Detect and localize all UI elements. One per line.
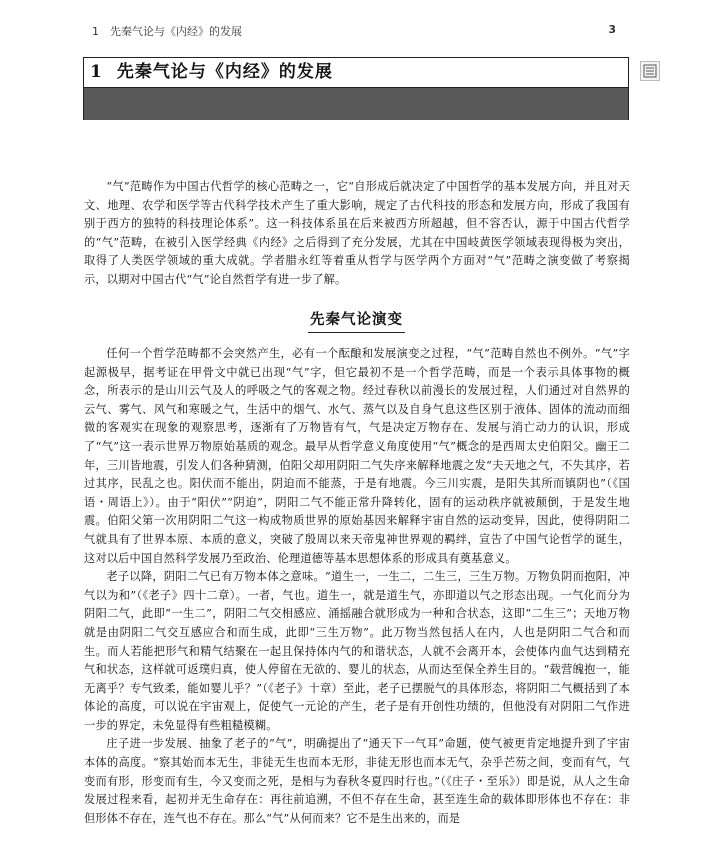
chapter-title-band xyxy=(84,88,628,120)
chapter-title-bar xyxy=(84,58,628,88)
body-paragraph: 庄子进一步发展、抽象了老子的“气”，明确提出了“通天下一气耳”命题，使气被更肯定地提升到了宇宙本体的高度。“察其始而本无生，非徒无生也而本无形，非徒无形也而本无气，杂乎芒芴之间，变而有气，气变而有形，形变而有生，今又变而之死，是相与为春秋冬夏四时行也。”（《庄子・至乐》）即是说，从人之生命发展过程来看，起初并无生命存在：再往前追溯，不但不存在生命，甚至连生命的载体即形体也不存在：非但形体不存在，连气也不存在。那么“气”从何而来？它不是生出来的，而是 xyxy=(84,737,630,825)
intro-paragraph: “气”范畴作为中国古代哲学的核心范畴之一，它“自形成后就决定了中国哲学的基本发展方向，并且对天文、地理、农学和医学等古代科学技术产生了重大影响，规定了古代科技的形态和发展方向，形成了我国有别于西方的独特的科技理论体系”。这一科技体系虽在后来被西方所超越，但不容否认，源于中国古代哲学的“气”范畴，在被引入医学经典《内经》之后得到了充分发展，尤其在中国岐黄医学领域表现得极为突出，取得了人类医学领域的重大成就。学者腊永红等着重从哲学与医学两个方面对“气”范畴之演变做了考察揭示，以期对中国古代“气”论自然哲学有进一步了解。 xyxy=(84,180,630,286)
chapter-title-box xyxy=(83,57,629,120)
chapter-number: 1 xyxy=(90,62,103,82)
intro-text xyxy=(84,178,630,290)
reader-mode-icon[interactable] xyxy=(640,61,660,81)
section-heading xyxy=(0,308,713,333)
body-paragraph: 任何一个哲学范畴都不会突然产生，必有一个酝酿和发展演变之过程，“气”范畴自然也不例外。“气”字起源极早，据考证在甲骨文中就已出现“气”字，但它最初不是一个哲学范畴，而是一个表示具体事物的概念，所表示的是山川云气及人的呼吸之气的客观之物。经过春秋以前漫长的发展过程，人们通过对自然界的云气、雾气、风气和寒暖之气，生活中的烟气、水气、蒸气以及自身气息这些区别于液体、固体的流动而细微的客观实在现象的观察思考，逐渐有了万物皆有气，气是决定万物存在、发展与消亡动力的认识，形成了“气”这一表示世界万物原始基质的观念。最早从哲学意义角度使用“气”概念的是西周太史伯阳父。幽王二年，三川皆地震，引发人们各种猜测，伯阳父却用阴阳二气失序来解释地震之发“夫天地之气，不失其序，若过其序，民乱之也。阳伏而不能出，阴迫而不能蒸，于是有地震。今三川实震，是阳失其所而镇阴也”（《国语・周语上》）。由于“阳伏”“阴迫”，阴阳二气不能正常升降转化，固有的运动秩序就被颠倒，于是发生地震。伯阳父第一次用阴阳二气这一构成物质世界的原始基因来解释宇宙自然的运动变异，因此，使得阴阳二气就具有了世界本原、本质的意义，突破了殷周以来天帝鬼神世界观的羁绊，宣告了中国气论哲学的诞生，这对以后中国自然科学发展乃至政治、伦理道德等基本思想体系的形成具有奠基意义。 xyxy=(84,347,630,565)
page-number: 3 xyxy=(608,23,616,36)
section-body xyxy=(84,345,630,828)
section-heading-text: 先秦气论演变 xyxy=(308,308,405,333)
running-header xyxy=(92,20,622,40)
running-title: 1 先秦气论与《内经》的发展 xyxy=(92,25,242,38)
chapter-title: 先秦气论与《内经》的发展 xyxy=(116,62,333,82)
body-paragraph: 老子以降，阴阳二气已有万物本体之意味。“道生一，一生二，二生三，三生万物。万物负阴而抱阳，冲气以为和”（《老子》四十二章）。一者，气也。道生一，就是道生气，亦即道以气之形态出现。一气化而分为阴阳二气，此即“一生二”，阴阳二气交相感应、涌摇融合就形成为一种和合状态，这即“二生三”；天地万物就是由阴阳二气交互感应合和而生成，此即“三生万物”。此万物当然包括人在内，人也是阴阳二气合和而生。而人若能把形气和精气结聚在一起且保持体内气的和谐状态，人就不会离开本，会使体内血气达到精充气和状态，这样就可返璞归真，使人停留在无欲的、婴儿的状态，从而达至保全养生目的。“载营魄抱一，能无离乎？专气致柔，能如婴儿乎？”（《老子》十章）至此，老子已摆脱气的具体形态，将阴阳二气概括到了本体论的高度，可以说在宇宙观上，促使气一元论的产生，老子是有开创性功绩的，但他没有对阴阳二气作进一步的界定，未免显得有些粗糙模糊。 xyxy=(84,570,630,732)
